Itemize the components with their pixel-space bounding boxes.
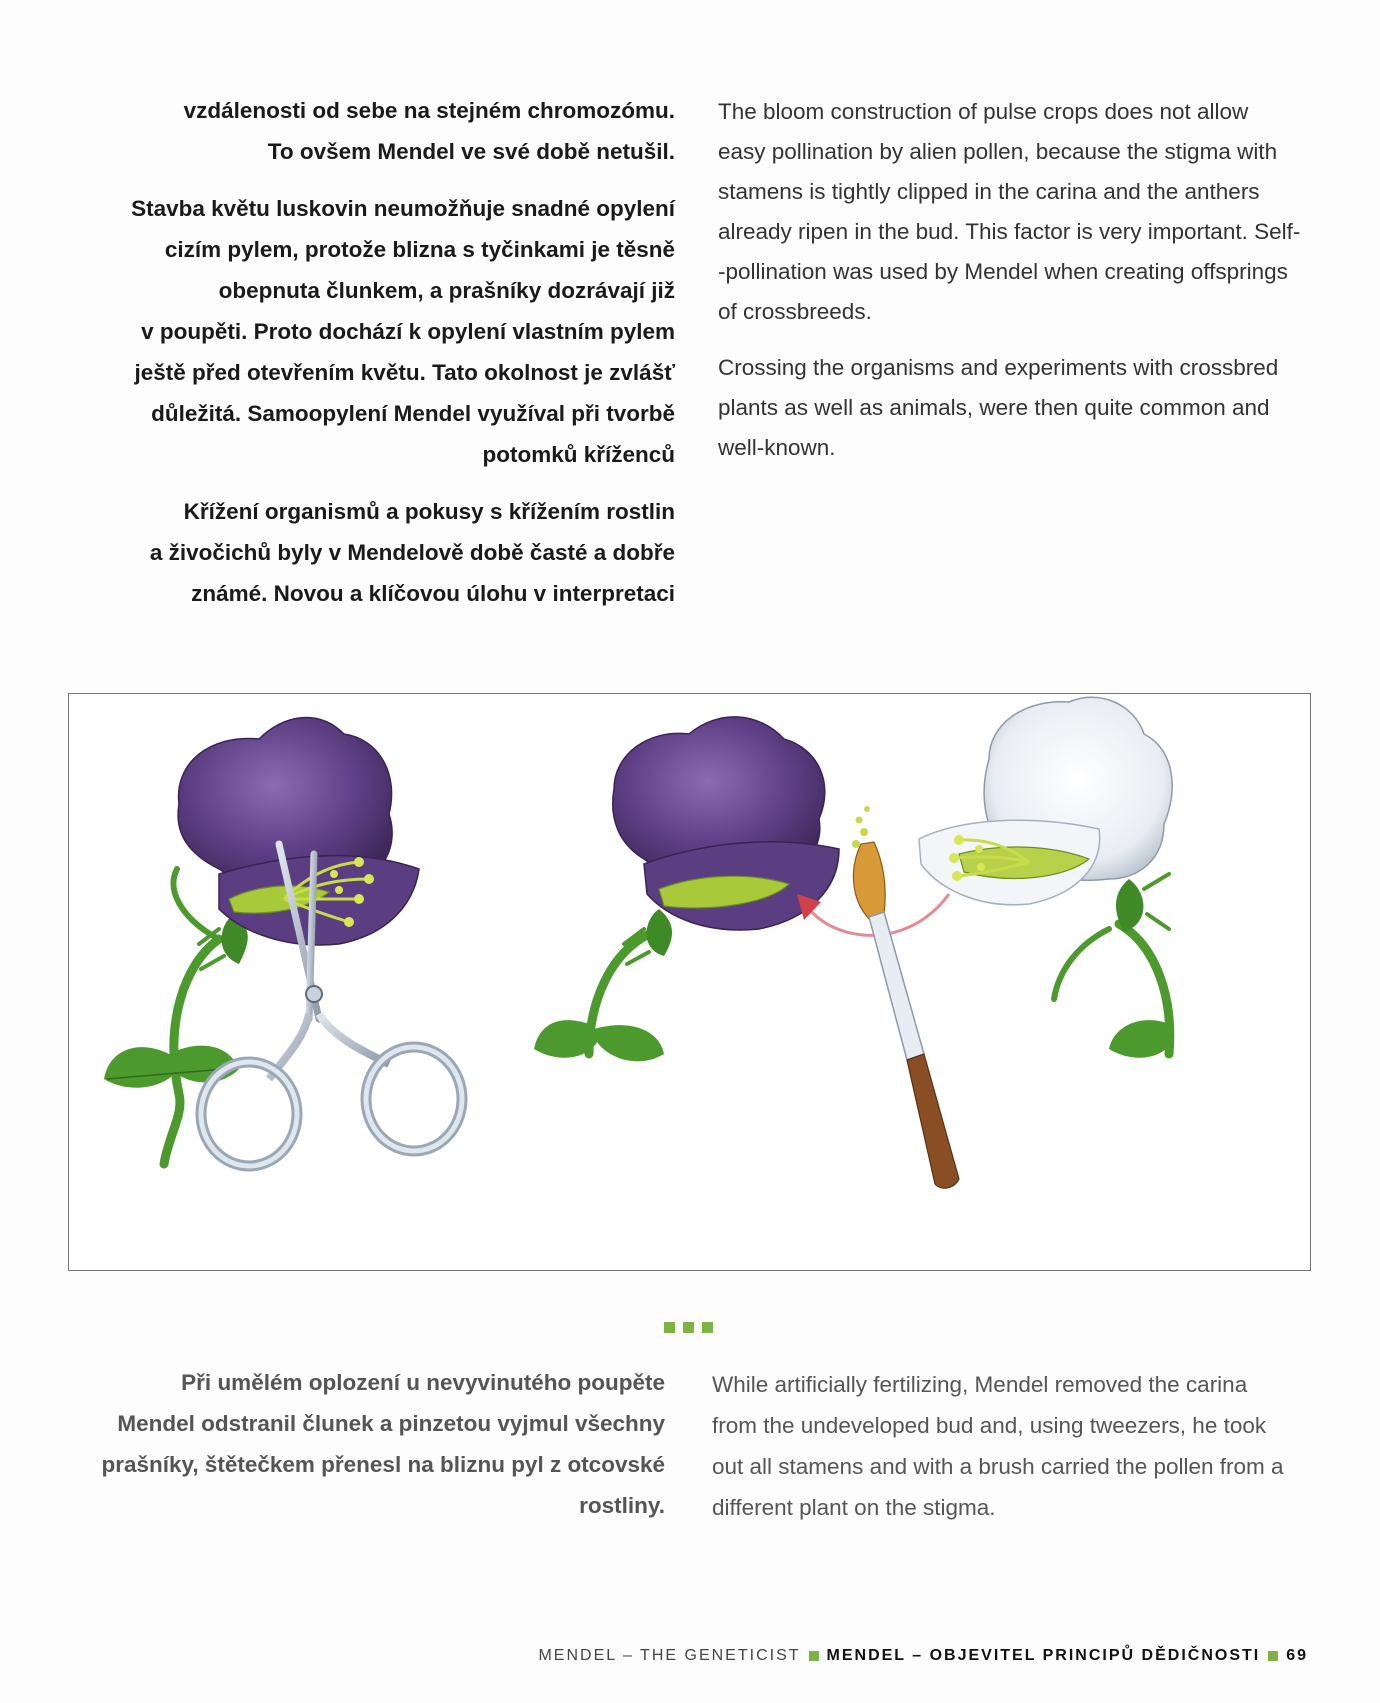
- right-white-flower: [919, 697, 1174, 1057]
- footer-english-title: MENDEL – THE GENETICIST: [538, 1647, 801, 1664]
- green-square-icon: [702, 1322, 713, 1333]
- left-purple-flower: [104, 718, 419, 1164]
- decorative-dots: [664, 1322, 713, 1333]
- footer-czech-title: MENDEL – OBJEVITEL PRINCIPŮ DĚDIČNOSTI: [826, 1647, 1261, 1664]
- czech-paragraph-1: vzdálenosti od sebe na stejném chromozómu. To ovšem Mendel ve své době netušil.: [183, 98, 675, 164]
- english-paragraph-2: Crossing the organisms and experiments with crossbred plants as well as animals, were then quite common and well-known.: [718, 355, 1279, 460]
- green-square-icon: [683, 1322, 694, 1333]
- english-column: [718, 92, 1318, 484]
- green-square-icon: [809, 1651, 819, 1661]
- czech-paragraph-2: Stavba květu luskovin neumožňuje snadné opylení cizím pylem, protože blizna s tyčinkami je těsně obepnuta člunkem, a prašníky dozrávají již v poupěti. Proto dochází k opylení vlastním pylem ještě před otevřením květu. Tato okolnost je zvlášť důležitá. Samoopylení Mendel využíval při tvorbě potomků kříženců: [131, 196, 675, 467]
- english-paragraph-1: The bloom construction of pulse crops does not allow easy pollination by alien pollen, because the stigma with stamens is tightly clipped in the carina and the anthers already ripen in the bud. This factor is very important. Self- -pollination was used by Mendel when creating offsprings of crossbreeds.: [718, 99, 1301, 324]
- page-number: 69: [1286, 1647, 1308, 1664]
- green-square-icon: [1268, 1651, 1278, 1661]
- caption-czech: Při umělém oplození u nevyvinutého poupěte Mendel odstranil člunek a pinzetou vyjmul všechny prašníky, štětečkem přenesl na bliznu pyl z otcovské rostliny.: [101, 1370, 665, 1518]
- czech-paragraph-3: Křížení organismů a pokusy s křížením rostlin a živočichů byly v Mendelově době časté a dobře známé. Novou a klíčovou úlohu v interpretaci: [149, 499, 675, 606]
- page-footer: [538, 1647, 1308, 1665]
- middle-purple-flower: [534, 717, 839, 1061]
- caption-english: While artificially fertilizing, Mendel removed the carina from the undeveloped bud and, using tweezers, he took out all stamens and with a brush carried the pollen from a different plant on the stigma.: [712, 1372, 1284, 1520]
- green-square-icon: [664, 1322, 675, 1333]
- czech-column: [95, 90, 675, 630]
- pollination-illustration: [68, 693, 1311, 1271]
